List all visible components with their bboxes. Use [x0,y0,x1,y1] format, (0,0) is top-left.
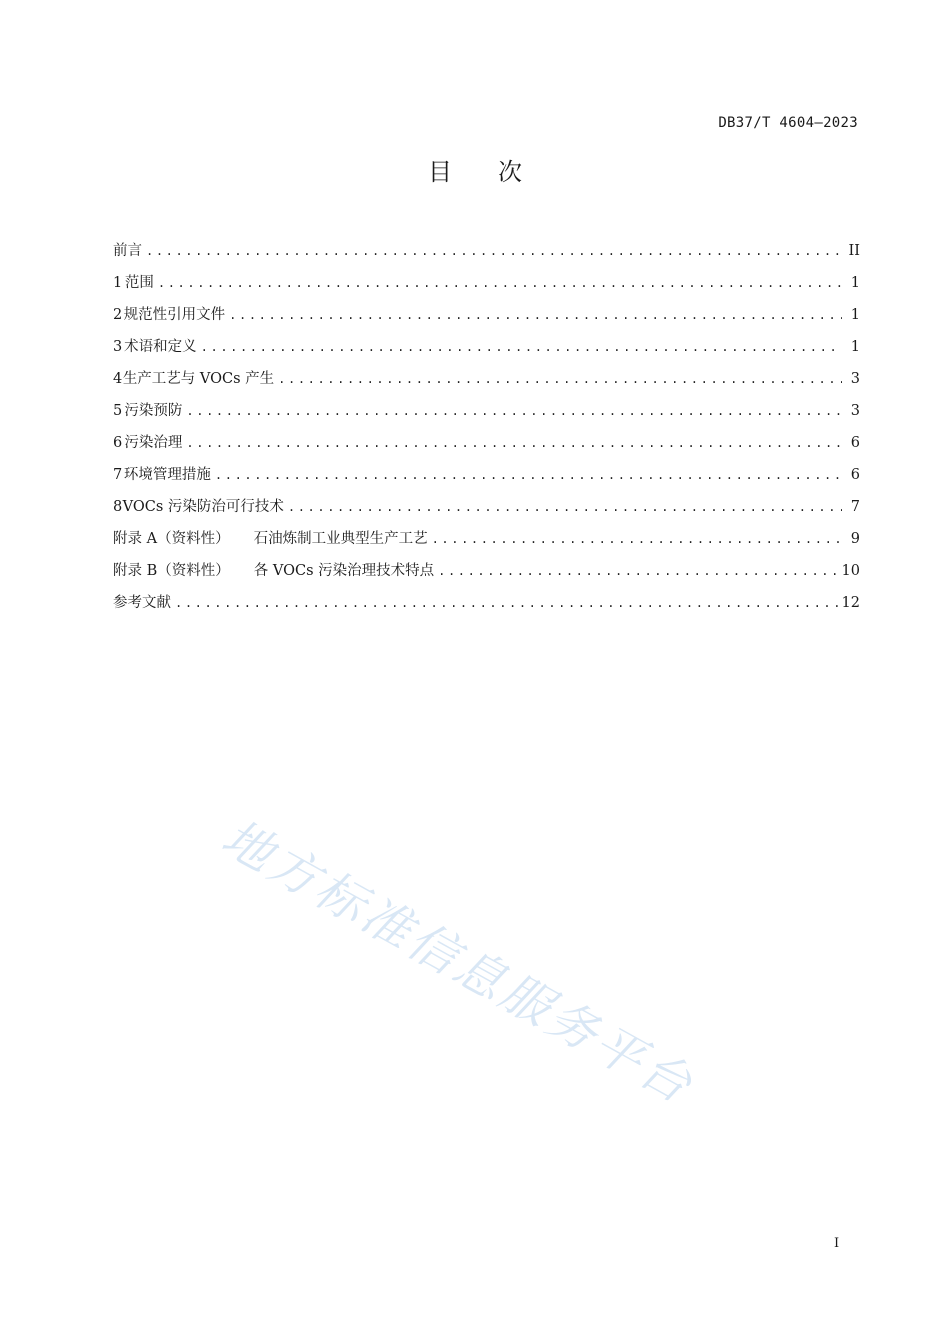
toc-leader [288,496,842,518]
toc-leader [158,272,842,294]
appendix-tag: 附录 B（资料性） [113,563,230,579]
toc-label: 环境管理措施 [123,467,211,483]
appendix-title: 石油炼制工业典型生产工艺 [253,531,428,547]
toc-leader [438,560,837,582]
toc-label: 规范性引用文件 [123,307,226,323]
toc-leader [146,240,842,262]
toc-leader [186,432,842,454]
toc-label: 范围 [124,275,154,291]
toc-label: 参考文献 [113,595,171,611]
toc-entry-2[interactable] [113,304,860,336]
toc-number: 1 [113,275,123,291]
toc-label: 前言 [113,243,142,259]
toc-leader [278,368,842,390]
toc-page: 1 [850,339,860,355]
toc-label: 污染治理 [124,435,183,451]
toc-page: 3 [850,371,860,387]
toc-number: 5 [113,403,123,419]
title-part-1: 目 [428,158,452,186]
toc-entry-appendix-a[interactable] [113,528,860,560]
toc-number: 7 [113,467,123,483]
toc-page: 3 [850,403,860,419]
watermark: 地方标准信息服务平台 [212,808,704,1116]
toc-label [113,528,428,550]
toc-entry-appendix-b[interactable] [113,560,860,592]
toc-number: 8 [113,499,123,515]
toc-label: 术语和定义 [124,339,197,355]
toc-label: 污染预防 [124,403,183,419]
toc-leader [229,304,842,326]
toc-entry-4[interactable] [113,368,860,400]
toc-entry-1[interactable] [113,272,860,304]
page-number: I [834,1236,840,1251]
toc-page: 6 [850,435,860,451]
standard-code: DB37/T 4604—2023 [718,115,858,131]
toc-leader [201,336,842,358]
toc-number: 2 [113,307,123,323]
toc-page: 6 [850,467,860,483]
toc-leader [432,528,842,550]
toc-page: 9 [850,531,860,547]
toc-page: 12 [841,595,860,611]
table-of-contents [113,240,860,624]
title-part-2: 次 [498,158,522,186]
toc-leader [175,592,838,614]
toc-page: 1 [850,275,860,291]
toc-number: 6 [113,435,123,451]
toc-label [113,560,434,582]
toc-page: II [848,243,860,259]
toc-number: 4 [113,371,123,387]
toc-entry-7[interactable] [113,464,860,496]
toc-label: 生产工艺与 VOCs 产生 [122,371,275,387]
toc-entry-6[interactable] [113,432,860,464]
toc-entry-8[interactable] [113,496,860,528]
toc-entry-3[interactable] [113,336,860,368]
toc-entry-5[interactable] [113,400,860,432]
appendix-title: 各 VOCs 污染治理技术特点 [253,563,435,579]
toc-page: 10 [841,563,860,579]
toc-page: 1 [850,307,860,323]
page-title [0,152,950,187]
toc-page: 7 [850,499,860,515]
appendix-tag: 附录 A（资料性） [113,531,230,547]
toc-label: VOCs 污染防治可行技术 [122,499,284,515]
toc-leader [215,464,842,486]
toc-leader [186,400,842,422]
toc-entry-bibliography[interactable] [113,592,860,624]
toc-entry-foreword[interactable] [113,240,860,272]
toc-number: 3 [113,339,123,355]
